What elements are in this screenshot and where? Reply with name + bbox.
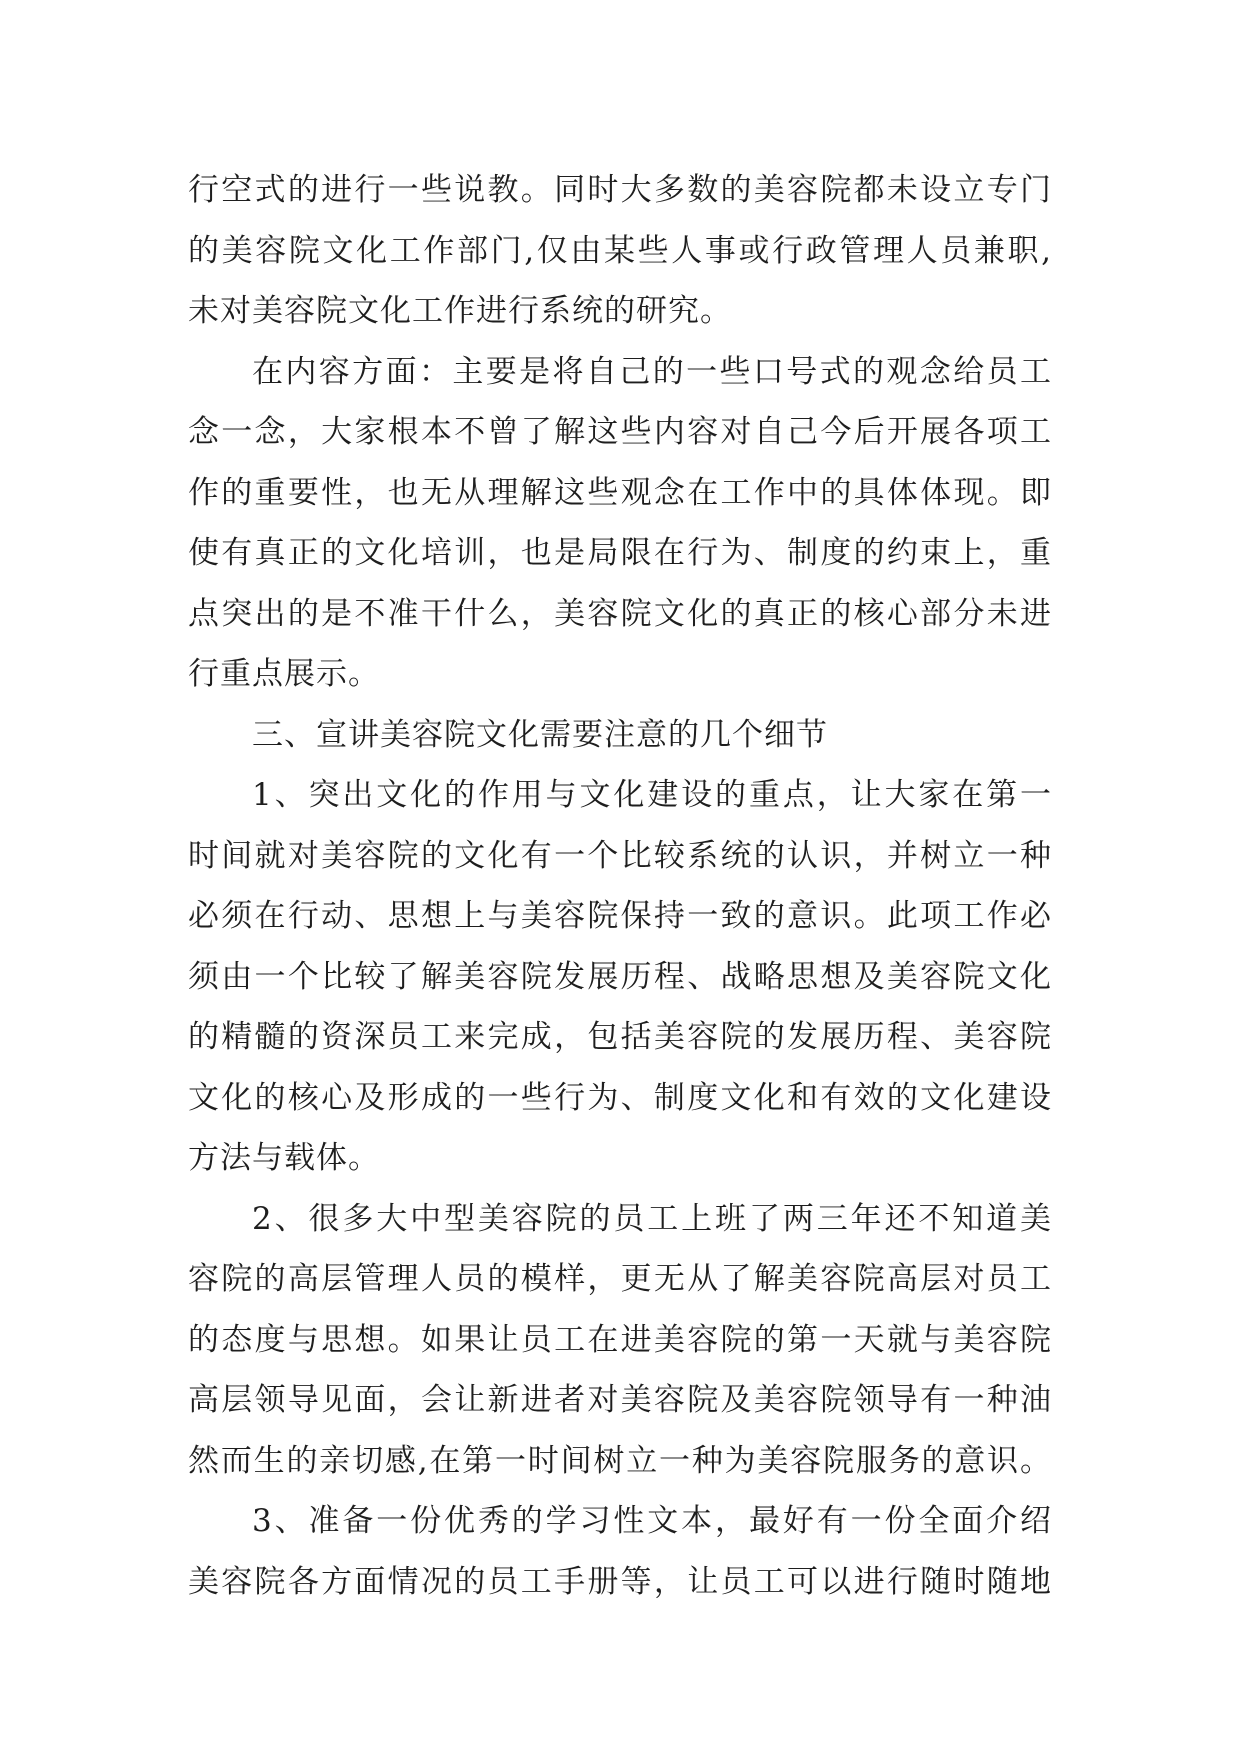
text-line: 未对美容院文化工作进行系统的研究。 bbox=[188, 293, 732, 329]
text-line: 文化的核心及形成的一些行为、制度文化和有效的文化建设 bbox=[188, 1079, 1052, 1116]
text-line: 时间就对美容院的文化有一个比较系统的认识，并树立一种 bbox=[188, 837, 1052, 874]
text-line: 使有真正的文化培训，也是局限在行为、制度的约束上，重 bbox=[188, 535, 1052, 571]
text-line: 美容院各方面情况的员工手册等，让员工可以进行随时随地 bbox=[188, 1563, 1052, 1600]
text-line: 2、很多大中型美容院的员工上班了两三年还不知道美 bbox=[252, 1200, 1052, 1237]
text-line: 的美容院文化工作部门,仅由某些人事或行政管理人员兼职, bbox=[188, 232, 1052, 269]
text-line: 行空式的进行一些说教。同时大多数的美容院都未设立专门 bbox=[188, 172, 1052, 208]
document-body bbox=[188, 160, 1052, 1612]
text-line: 然而生的亲切感,在第一时间树立一种为美容院服务的意识。 bbox=[188, 1442, 1052, 1479]
text-line: 必须在行动、思想上与美容院保持一致的意识。此项工作必 bbox=[188, 898, 1052, 934]
text-line: 容院的高层管理人员的模样，更无从了解美容院高层对员工 bbox=[188, 1261, 1052, 1297]
text-line: 的态度与思想。如果让员工在进美容院的第一天就与美容院 bbox=[188, 1321, 1052, 1358]
text-line: 3、准备一份优秀的学习性文本，最好有一份全面介绍 bbox=[252, 1503, 1052, 1539]
text-line: 行重点展示。 bbox=[188, 656, 380, 692]
text-line: 方法与载体。 bbox=[188, 1140, 380, 1176]
text-line: 在内容方面：主要是将自己的一些口号式的观念给员工 bbox=[252, 353, 1052, 390]
text-line: 念一念，大家根本不曾了解这些内容对自己今后开展各项工 bbox=[188, 414, 1052, 450]
text-line: 三、宣讲美容院文化需要注意的几个细节 bbox=[252, 716, 828, 753]
text-line: 点突出的是不准干什么，美容院文化的真正的核心部分未进 bbox=[188, 595, 1052, 632]
text-line: 1、突出文化的作用与文化建设的重点，让大家在第一 bbox=[252, 777, 1052, 813]
text-line: 的精髓的资深员工来完成，包括美容院的发展历程、美容院 bbox=[188, 1019, 1052, 1055]
text-line: 高层领导见面，会让新进者对美容院及美容院领导有一种油 bbox=[188, 1382, 1052, 1418]
text-line: 须由一个比较了解美容院发展历程、战略思想及美容院文化 bbox=[188, 958, 1052, 995]
text-line: 作的重要性，也无从理解这些观念在工作中的具体体现。即 bbox=[188, 474, 1052, 511]
